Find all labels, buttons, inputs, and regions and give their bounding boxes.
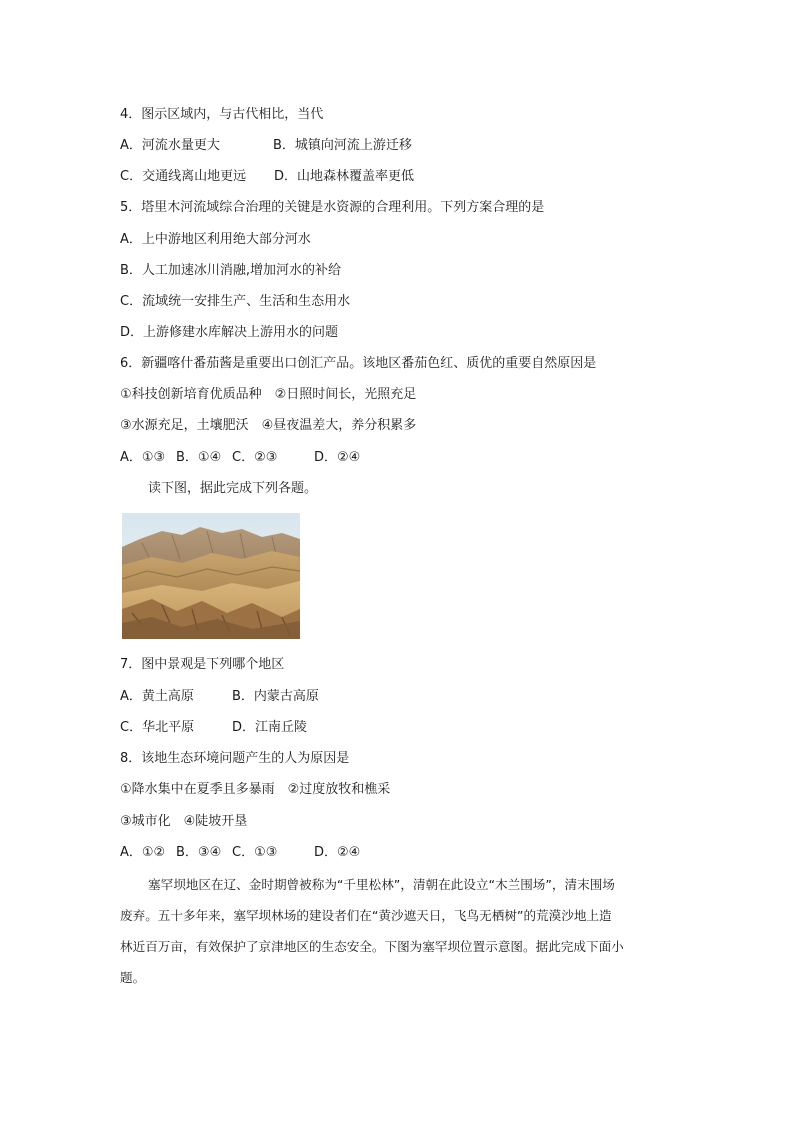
q4-option-a: A．河流水量更大 bbox=[120, 138, 220, 153]
q5-option-b: B．人工加速冰川消融,增加河水的补给 bbox=[120, 263, 342, 278]
q8-statements-34: ③城市化 ④陡坡开垦 bbox=[120, 814, 248, 829]
q6-option-b: B．①④ bbox=[176, 450, 222, 465]
q4-option-d: D．山地森林覆盖率更低 bbox=[274, 169, 415, 184]
q4-options-row1 bbox=[120, 138, 412, 154]
q7-option-d: D．江南丘陵 bbox=[232, 720, 308, 735]
reading-instruction: 读下图，据此完成下列各题。 bbox=[148, 481, 318, 496]
q7-option-c: C．华北平原 bbox=[120, 720, 195, 735]
q8-option-a: A．①② bbox=[120, 845, 166, 860]
q4-option-c: C．交通线离山地更远 bbox=[120, 169, 247, 184]
q7-options-row1 bbox=[120, 689, 319, 705]
q5-stem: 5．塔里木河流域综合治理的关键是水资源的合理利用。下列方案合理的是 bbox=[120, 200, 545, 215]
q7-option-a: A．黄土高原 bbox=[120, 689, 194, 704]
q8-option-c: C．①③ bbox=[232, 845, 278, 860]
q7-stem: 7．图中景观是下列哪个地区 bbox=[120, 657, 285, 672]
q4-options-row2 bbox=[120, 169, 414, 185]
q5-option-a: A．上中游地区利用绝大部分河水 bbox=[120, 232, 311, 247]
passage-line-4: 题。 bbox=[120, 970, 146, 985]
q7-option-b: B．内蒙古高原 bbox=[232, 689, 319, 704]
q6-statements-34: ③水源充足，土壤肥沃 ④昼夜温差大，养分积累多 bbox=[120, 418, 417, 433]
q8-option-d: D．②④ bbox=[314, 845, 361, 860]
passage-line-1: 塞罕坝地区在辽、金时期曾被称为“千里松林”，清朝在此设立“木兰围场”，清末围场 bbox=[148, 877, 615, 892]
passage-line-2: 废弃。五十多年来，塞罕坝林场的建设者们在“黄沙遮天日，飞鸟无栖树”的荒漠沙地上造 bbox=[120, 908, 612, 923]
q6-stem: 6．新疆喀什番茄酱是重要出口创汇产品。该地区番茄色红、质优的重要自然原因是 bbox=[120, 356, 597, 371]
passage-line-3: 林近百万亩，有效保护了京津地区的生态安全。下图为塞罕坝位置示意图。据此完成下面小 bbox=[120, 939, 624, 954]
q6-option-d: D．②④ bbox=[314, 450, 361, 465]
q8-option-b: B．③④ bbox=[176, 845, 222, 860]
q6-option-c: C．②③ bbox=[232, 450, 278, 465]
q5-option-d: D．上游修建水库解决上游用水的问题 bbox=[120, 325, 339, 340]
loess-landscape-photo bbox=[122, 513, 300, 639]
q5-option-c: C．流域统一安排生产、生活和生态用水 bbox=[120, 294, 351, 309]
q8-options bbox=[120, 845, 360, 861]
q6-option-a: A．①③ bbox=[120, 450, 166, 465]
q8-stem: 8．该地生态环境问题产生的人为原因是 bbox=[120, 751, 350, 766]
q8-statements-12: ①降水集中在夏季且多暴雨 ②过度放牧和樵采 bbox=[120, 782, 391, 797]
q4-stem: 4．图示区域内，与古代相比，当代 bbox=[120, 107, 324, 122]
q7-options-row2 bbox=[120, 720, 307, 736]
q4-option-b: B．城镇向河流上游迁移 bbox=[273, 138, 412, 153]
q6-statements-12: ①科技创新培育优质品种 ②日照时间长，光照充足 bbox=[120, 387, 417, 402]
q6-options bbox=[120, 450, 360, 466]
